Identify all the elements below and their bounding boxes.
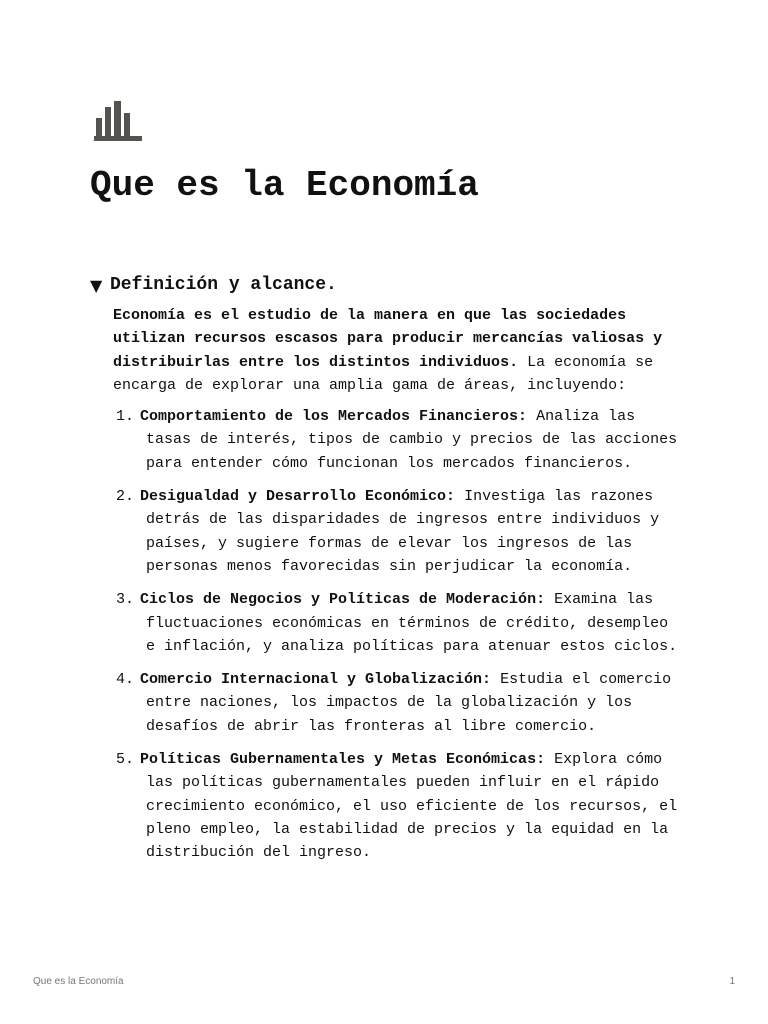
list-item-text: Examina las fluctuaciones económicas en términos de crédito, desempleo e inflación, y analiza políticas para atenuar estos ciclos. bbox=[146, 591, 678, 655]
page-title: Que es la Economía bbox=[90, 165, 479, 206]
list-item bbox=[113, 668, 683, 738]
list-item-number: 1. bbox=[116, 408, 135, 426]
footer-title: Que es la Economía bbox=[33, 976, 124, 987]
list-item-title: Ciclos de Negocios y Políticas de Moderación: bbox=[140, 591, 546, 609]
toggle-section-header[interactable] bbox=[90, 272, 337, 298]
list-item-number: 4. bbox=[116, 671, 135, 689]
toggle-arrow-icon[interactable]: ▼ bbox=[90, 275, 103, 295]
list-item-title: Desigualdad y Desarrollo Económico: bbox=[140, 488, 456, 506]
bar-chart-icon bbox=[94, 101, 142, 141]
intro-bold-text: Economía es el estudio de la manera en que las sociedades utilizan recursos escasos para producir mercancías valiosas y distribuirlas entre los distintos individuos. bbox=[113, 307, 663, 371]
list-item bbox=[113, 405, 683, 475]
list-item-number: 2. bbox=[116, 488, 135, 506]
list-item-text: Explora cómo las políticas gubernamentales pueden influir en el rápido crecimiento económico, el uso eficiente de los recursos, el pleno empleo, la estabilidad de precios y la equidad en la distribución del ingreso. bbox=[146, 751, 678, 862]
intro-paragraph bbox=[113, 304, 683, 397]
section-heading: Definición y alcance. bbox=[110, 275, 337, 295]
list-item-number: 3. bbox=[116, 591, 135, 609]
topics-list bbox=[113, 405, 683, 864]
list-item-text: Estudia el comercio entre naciones, los impactos de la globalización y los desafíos de abrir las fronteras al libre comercio. bbox=[146, 671, 672, 735]
footer-page-number: 1 bbox=[729, 976, 735, 987]
list-item bbox=[113, 485, 683, 578]
list-item-title: Políticas Gubernamentales y Metas Económicas: bbox=[140, 751, 546, 769]
list-item-number: 5. bbox=[116, 751, 135, 769]
intro-text: La economía se encarga de explorar una amplia gama de áreas, incluyendo: bbox=[113, 353, 654, 394]
list-item bbox=[113, 748, 683, 864]
section-content bbox=[113, 304, 683, 875]
list-item bbox=[113, 588, 683, 658]
list-item-text: Investiga las razones detrás de las disparidades de ingresos entre individuos y países, y sugiere formas de elevar los ingresos de las personas menos favorecidas sin perjudicar la economía. bbox=[146, 488, 660, 575]
list-item-title: Comercio Internacional y Globalización: bbox=[140, 671, 492, 689]
list-item-title: Comportamiento de los Mercados Financieros: bbox=[140, 408, 528, 426]
list-item-text: Analiza las tasas de interés, tipos de cambio y precios de las acciones para entender cómo funcionan los mercados financieros. bbox=[146, 408, 678, 472]
